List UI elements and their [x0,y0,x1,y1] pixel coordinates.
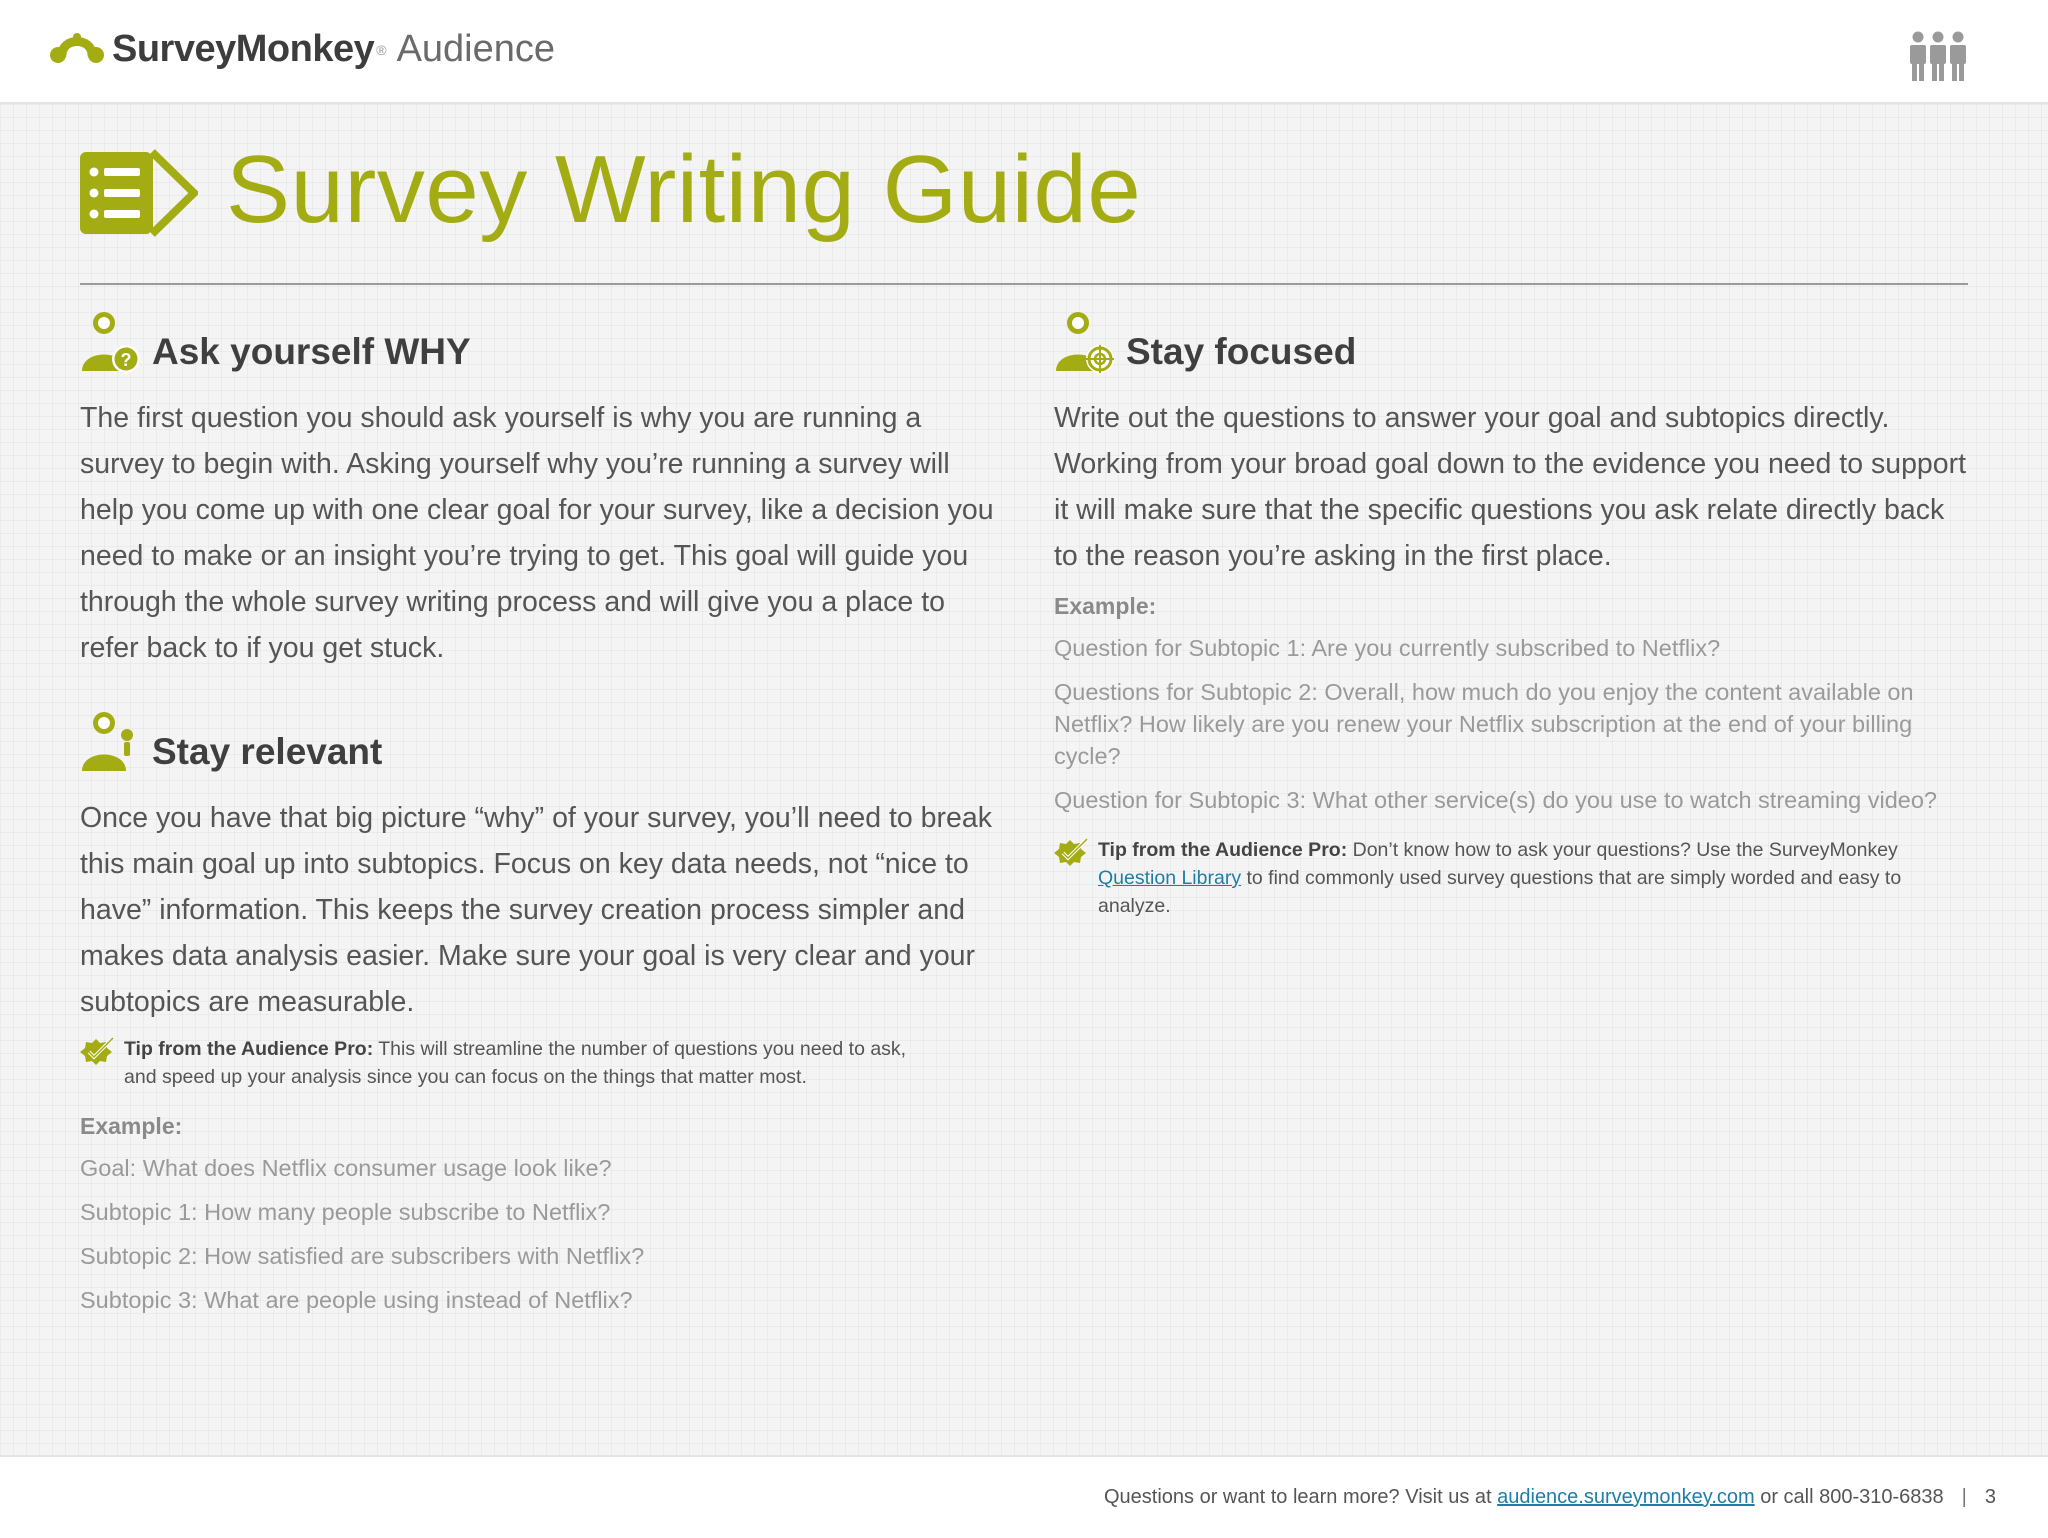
section-header-relevant [80,705,1000,775]
section-body-why: The first question you should ask yourself is why you are running a survey to begin with. Asking yourself why you’re running a survey will help you come up with one clear goal for your survey, like a decision you need to make or an insight you’re trying to get. This goal will guide you through the whole survey writing process and will give you a place to refer back to if you get stuck. [80,402,994,664]
tip-body-part-1: Don’t know how to ask your questions? Use the SurveyMonkey [1347,839,1898,861]
section-title-relevant: Stay relevant [152,731,383,772]
check-badge-icon [1054,838,1088,868]
example-item: Question for Subtopic 3: What other service(s) do you use to watch streaming video? [1054,787,1937,813]
tip-relevant-text [124,1035,940,1091]
example-item: Goal: What does Netflix consumer usage look like? [80,1155,612,1181]
tip-label: Tip from the Audience Pro: [1098,839,1348,861]
page-number: 3 [1984,1486,1996,1508]
section-title-why: Ask yourself WHY [152,331,471,372]
monkey-logo-icon [48,29,106,71]
example-label-focused: Example: [1054,593,1157,619]
header-bar [0,0,2048,104]
title-divider [80,283,1968,285]
person-pointing-icon [80,709,142,775]
tip-body-part-2: to find commonly used survey questions that are simply worded and easy to analyze. [1098,867,1902,917]
logo-brand-text: SurveyMonkey [112,28,375,70]
tip-body: This will streamline the number of questions you need to ask, and speed up your analysis since you can focus on the things that matter most. [124,1038,907,1088]
person-target-icon [1054,309,1116,375]
logo-registered-mark: ® [376,41,387,58]
footer-text-after: or call 800-310-6838 [1754,1486,1944,1508]
section-body-relevant: Once you have that big picture “why” of your survey, you’ll need to break this main goal up into subtopics. Focus on key data needs, not “nice to have” information. This keeps the survey creation process simpler and makes data analysis easier. Make sure your goal is very clear and your subtopics are measurable. [80,802,992,1018]
surveymonkey-audience-logo[interactable] [48,28,555,71]
svg-text:?: ? [120,350,132,370]
example-item: Questions for Subtopic 2: Overall, how much do you enjoy the content available on Netflix? How likely are you renew your Netflix subscription at the end of your billing cycle? [1054,679,1914,769]
tip-label: Tip from the Audience Pro: [124,1038,374,1060]
section-body-focused: Write out the questions to answer your goal and subtopics directly. Working from your broad goal down to the evidence you need to support it will make sure that the specific questions you ask relate directly back to the reason you’re asking in the first place. [1054,402,1967,572]
people-group-icon [1908,30,1968,82]
footer-text-before: Questions or want to learn more? Visit us at [1103,1486,1498,1508]
example-item: Question for Subtopic 1: Are you currently subscribed to Netflix? [1054,635,1721,661]
section-title-focused: Stay focused [1126,331,1357,372]
footer-website-link[interactable]: audience.surveymonkey.com [1497,1486,1755,1508]
tip-focused [1054,836,1934,920]
section-header-why [80,305,1000,375]
person-question-icon [80,309,142,375]
tip-focused-text [1098,836,1934,920]
question-library-link[interactable]: Question Library [1098,867,1242,889]
example-item: Subtopic 3: What are people using instead of Netflix? [80,1287,633,1313]
example-item: Subtopic 2: How satisfied are subscribers with Netflix? [80,1243,645,1269]
footer-bar [0,1455,2048,1538]
check-badge-icon [80,1037,114,1067]
page-title: Survey Writing Guide [226,136,1142,243]
example-label-relevant: Example: [80,1113,183,1139]
survey-guide-icon [80,148,198,238]
footer-separator: | [1961,1486,1967,1508]
footer-contact [1104,1486,1996,1509]
tip-relevant [80,1035,940,1091]
left-column [80,305,1000,1316]
logo-product-text: Audience [396,28,556,70]
example-item: Subtopic 1: How many people subscribe to Netflix? [80,1199,611,1225]
section-header-focused [1054,305,1974,375]
right-column [1054,305,1974,920]
